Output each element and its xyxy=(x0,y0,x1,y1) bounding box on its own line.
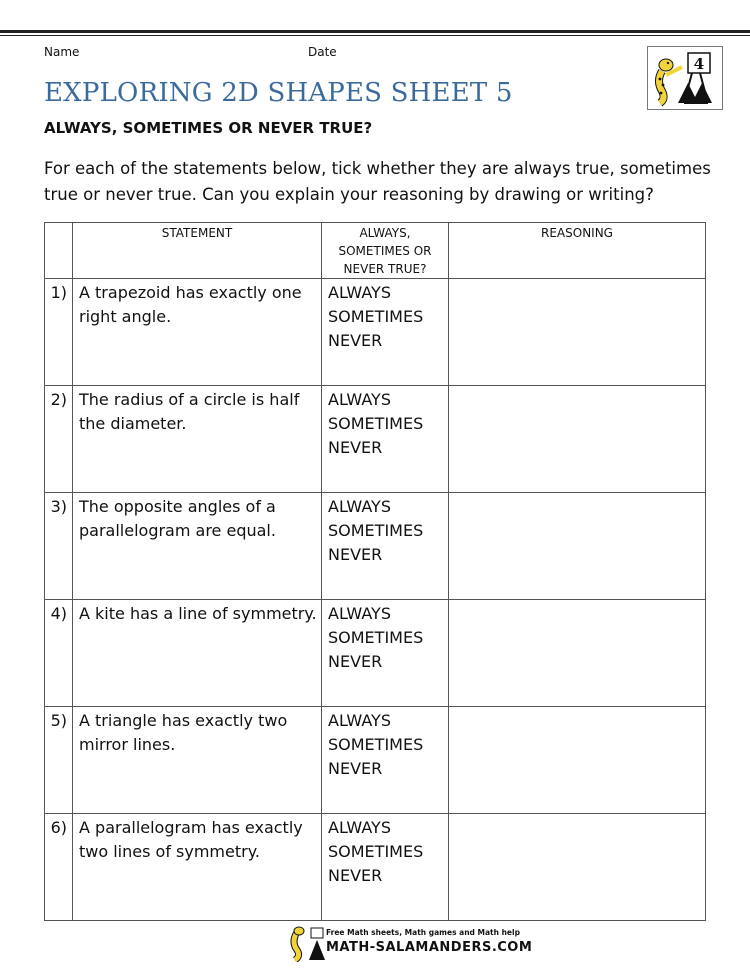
header-number xyxy=(45,223,73,279)
option-sometimes[interactable]: SOMETIMES xyxy=(328,414,424,433)
option-always[interactable]: ALWAYS xyxy=(328,497,391,516)
reasoning-cell[interactable] xyxy=(449,493,706,600)
answer-options xyxy=(322,814,449,921)
option-sometimes[interactable]: SOMETIMES xyxy=(328,628,424,647)
answer-options xyxy=(322,493,449,600)
salamander-logo-icon xyxy=(648,47,722,109)
option-always[interactable]: ALWAYS xyxy=(328,818,391,837)
option-sometimes[interactable]: SOMETIMES xyxy=(328,307,424,326)
table-row xyxy=(45,386,706,493)
option-always[interactable]: ALWAYS xyxy=(328,390,391,409)
question-number: 4) xyxy=(45,600,73,707)
grade-badge: 4 xyxy=(693,55,705,73)
question-statement: A kite has a line of symmetry. xyxy=(73,600,322,707)
reasoning-cell[interactable] xyxy=(449,814,706,921)
question-number: 2) xyxy=(45,386,73,493)
table-row xyxy=(45,279,706,386)
option-sometimes[interactable]: SOMETIMES xyxy=(328,842,424,861)
option-never[interactable]: NEVER xyxy=(328,652,383,671)
option-never[interactable]: NEVER xyxy=(328,438,383,457)
page-subtitle: ALWAYS, SOMETIMES OR NEVER TRUE? xyxy=(44,119,373,137)
question-statement: The opposite angles of a parallelogram are equal. xyxy=(73,493,322,600)
answer-options xyxy=(322,279,449,386)
option-never[interactable]: NEVER xyxy=(328,759,383,778)
question-statement: The radius of a circle is half the diameter. xyxy=(73,386,322,493)
question-number: 1) xyxy=(45,279,73,386)
question-statement: A trapezoid has exactly one right angle. xyxy=(73,279,322,386)
table-row xyxy=(45,493,706,600)
header-reasoning: REASONING xyxy=(449,223,706,279)
answer-options xyxy=(322,386,449,493)
header-truth xyxy=(322,223,449,279)
header-truth-text: ALWAYS, SOMETIMES OR NEVER TRUE? xyxy=(338,226,432,276)
reasoning-cell[interactable] xyxy=(449,279,706,386)
option-never[interactable]: NEVER xyxy=(328,545,383,564)
question-number: 3) xyxy=(45,493,73,600)
table-row xyxy=(45,814,706,921)
instructions: For each of the statements below, tick whether they are always true, sometimes true or never true. Can you explain your reasoning by drawing or writing? xyxy=(44,159,711,204)
option-always[interactable]: ALWAYS xyxy=(328,604,391,623)
option-never[interactable]: NEVER xyxy=(328,331,383,350)
table-header-row xyxy=(45,223,706,279)
question-statement: A triangle has exactly two mirror lines. xyxy=(73,707,322,814)
page-title: EXPLORING 2D SHAPES SHEET 5 xyxy=(44,78,513,108)
footer-site-link[interactable]: MATH-SALAMANDERS.COM xyxy=(326,940,533,955)
question-statement: A parallelogram has exactly two lines of symmetry. xyxy=(73,814,322,921)
question-number: 6) xyxy=(45,814,73,921)
reasoning-cell[interactable] xyxy=(449,386,706,493)
table-row xyxy=(45,600,706,707)
name-label: Name xyxy=(44,45,80,59)
top-rule-thick xyxy=(0,30,750,33)
top-rule-thin xyxy=(0,35,750,36)
footer-salamander-icon xyxy=(287,926,325,966)
question-number: 5) xyxy=(45,707,73,814)
answer-options xyxy=(322,600,449,707)
option-always[interactable]: ALWAYS xyxy=(328,711,391,730)
option-never[interactable]: NEVER xyxy=(328,866,383,885)
date-label: Date xyxy=(308,45,337,59)
option-sometimes[interactable]: SOMETIMES xyxy=(328,735,424,754)
table-row xyxy=(45,707,706,814)
footer-tagline: Free Math sheets, Math games and Math help xyxy=(326,928,520,937)
option-sometimes[interactable]: SOMETIMES xyxy=(328,521,424,540)
salamander-logo xyxy=(647,46,723,110)
worksheet-table xyxy=(44,222,706,921)
reasoning-cell[interactable] xyxy=(449,600,706,707)
header-statement: STATEMENT xyxy=(73,223,322,279)
reasoning-cell[interactable] xyxy=(449,707,706,814)
option-always[interactable]: ALWAYS xyxy=(328,283,391,302)
answer-options xyxy=(322,707,449,814)
